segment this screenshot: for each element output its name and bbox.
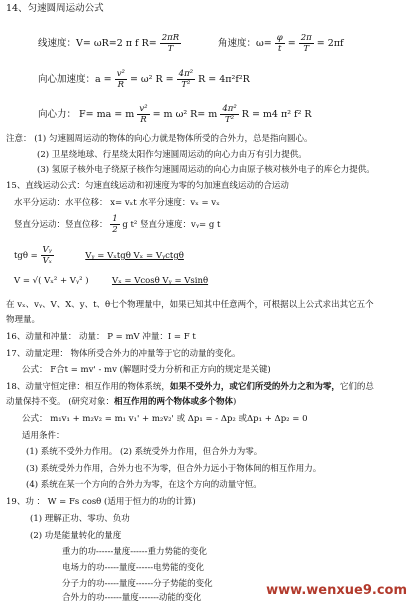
section-18-formula: 公式： m₁v₁ + m₂v₂ = m₁ v₁' + m₂v₂' 或 Δp₁ = - Δp₂ 或Δp₁ + Δp₂ = 0 [22,414,308,424]
lv-num: 2πR [161,33,180,43]
vm-fraction [110,214,119,235]
s18-bold: 如果不受外力，或它们所受的外力之和为零， [169,382,340,392]
v-formula [14,275,208,287]
vertical-motion [14,214,220,235]
condition-3: (3) 系统受外力作用，合外力也不为零，但合外力远小于物体间的相互作用力。 [26,464,322,474]
work-gravity: 重力的功------量度------重力势能的变化 [62,547,207,557]
angular-velocity-formula [218,33,344,54]
horizontal-motion: 水平分运动：水平位移： x= vₓt 水平分速度：vₓ = vₓ [14,198,220,208]
tg-text-b: Vᵧ = Vₓtgθ Vₓ = Vᵧctgθ [85,251,184,261]
work-item-2: (2) 功是能量转化的量度 [30,531,122,541]
ca-mid: = ω² R = [129,74,174,85]
ca-tail: R = 4π²f²R [198,74,250,85]
condition-4: (4) 系统在某一个方向的合外力为零，在这个方向的动量守恒。 [26,480,262,490]
section-17: 17、动量定理： 物体所受合外力的冲量等于它的动量的变化。 [6,349,241,359]
tg-den: Vₓ [42,256,52,266]
tg-text-a: tgθ = [14,251,38,261]
cf-den-1: R [140,115,147,125]
work-electric: 电场力的功-----量度------电势能的变化 [62,563,205,573]
vm-text-b: g t² 竖直分速度：vᵧ= g t [122,220,221,230]
cf-mid: = m ω² R= m [152,109,218,120]
section-19: 19、功 ： W = Fs cosθ (适用于恒力的功的计算) [6,497,196,507]
lv-den: T [167,44,174,54]
vm-text-a: 竖直分运动：竖直位移： [14,220,108,230]
s18-l2-bold: 相互作用的两个物体或多个物体 [114,397,234,407]
vm-num: 1 [112,214,118,224]
condition-1-2: (1) 系统不受外力作用。 (2) 系统受外力作用，但合外力为零。 [26,447,263,457]
s15-paragraph-2: 物理量。 [6,315,41,325]
ca-den-2: T² [181,80,191,90]
ca-fraction-1 [115,69,127,90]
vm-den: 2 [112,225,118,235]
av-fraction-1 [275,33,285,54]
ca-num-2: 4π² [178,69,194,79]
cf-fraction-2 [220,104,238,125]
ca-fraction-2 [177,69,195,90]
v-text-b: Vₓ = Vcosθ Vᵧ = Vsinθ [111,276,209,286]
ca-num-1: v² [116,69,125,79]
tg-formula [14,245,184,266]
s18-l2b: ) [233,397,237,407]
lv-text: 线速度：V= ωR=2 π f R= [38,38,157,49]
lv-fraction [160,33,181,54]
note-2: (2) 卫星绕地球、行星绕太阳作匀速圆周运动的向心力由万有引力提供。 [37,150,307,160]
note-3: (3) 氢原子核外电子绕原子核作匀速圆周运动的向心力由原子核对核外电子的库仑力提供。 [37,165,375,175]
centripetal-force-formula [38,104,312,125]
s18-l2a: 动量保持不变。 (研究对象： [6,397,115,407]
cf-tail: R = m4 π² f² R [241,109,312,120]
ca-den-1: R [117,80,124,90]
watermark: www.wenxue9.com [266,583,407,598]
av-text: 角速度：ω= [218,38,272,49]
work-net: 合外力的功------量度-------动能的变化 [62,593,202,603]
cf-num-1: v² [139,104,148,114]
note-1: 注意： (1) 匀速圆周运动的物体的向心力就是物体所受的合外力，总是指向圆心。 [6,134,313,144]
section-18-line-1 [6,381,374,393]
section-16: 16、动量和冲量： 动量： P = mV 冲量：I = F t [6,332,196,342]
cf-den-2: T² [224,115,235,125]
av-den-1: t [278,44,282,54]
ca-text: 向心加速度：a = [38,74,112,85]
cf-fraction-1 [137,104,149,125]
linear-velocity-formula [38,33,181,54]
cf-text: 向心力： F= ma = m [38,109,135,120]
section-18-conditions: 适用条件： [22,431,65,441]
s15-paragraph-1: 在 vₓ、vᵧ、V、X、y、t、θ七个物理量中，如果已知其中任意两个，可根据以上公式求出其它五个 [6,300,374,310]
section-15-heading: 15、直线运动公式：匀速直线运动和初速度为零的匀加速直线运动的合运动 [6,181,289,191]
av-den-2: T [303,44,310,54]
av-fraction-2 [299,33,314,54]
v-text-a: V = [14,276,30,286]
v-root: √( Vₓ² + Vᵧ² ) [32,276,89,286]
tg-fraction [41,245,54,266]
centripetal-acceleration-formula [38,69,250,90]
section-14-heading: 14、匀速圆周运动公式 [6,3,104,14]
tg-num: Vᵧ [42,245,52,255]
section-17-formula: 公式： F合t = mv' - mv (解题时受力分析和正方向的规定是关键) [22,365,271,375]
cf-num-2: 4π² [222,104,237,114]
work-item-1: (1) 理解正功、零功、负功 [30,514,130,524]
s18-a: 18、动量守恒定律：相互作用的物体系统， [6,382,170,392]
work-molecular: 分子力的功-----量度------分子势能的变化 [62,579,213,589]
av-eq: = [287,38,296,49]
av-tail: = 2πf [316,38,344,49]
av-num-1: φ [276,33,283,43]
section-18-line-2 [6,396,236,408]
s18-b: 它们的总 [339,382,374,392]
av-num-2: 2π [300,33,312,43]
